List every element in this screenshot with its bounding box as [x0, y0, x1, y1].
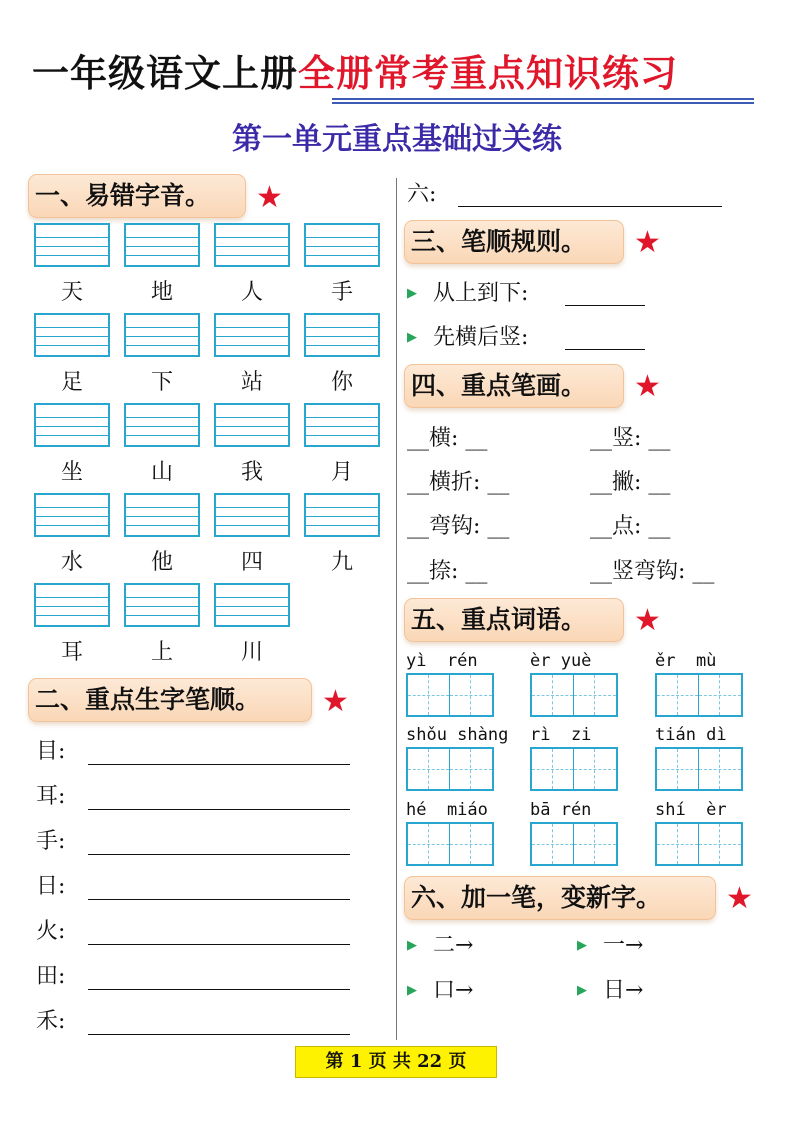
tianzige-box[interactable]: [406, 822, 494, 866]
pinyin-writing-box[interactable]: [304, 313, 380, 357]
character-label: 田:: [36, 964, 66, 989]
character-label: 水: [60, 550, 83, 575]
pinyin-writing-box[interactable]: [124, 493, 200, 537]
star-icon: ★: [256, 180, 283, 215]
answer-line[interactable]: [88, 854, 350, 855]
answer-line[interactable]: [565, 305, 645, 306]
character-label: 火:: [36, 919, 66, 944]
pinyin-label: rì zi: [530, 725, 592, 745]
rule-item: [407, 279, 528, 309]
star-icon: ★: [634, 225, 661, 260]
pinyin-label: ěr mù: [655, 651, 717, 671]
add-stroke-item: [577, 931, 643, 961]
star-icon: ★: [634, 603, 661, 638]
pinyin-writing-box[interactable]: [214, 223, 290, 267]
pinyin-label: shǒu shàng: [406, 725, 509, 745]
add-stroke-item: [407, 931, 473, 961]
stroke-item: __点: __: [590, 514, 671, 539]
character-label: 目:: [36, 739, 66, 764]
pinyin-writing-box[interactable]: [34, 403, 110, 447]
stroke-item: __横: __: [407, 426, 488, 451]
stroke-item: __弯钩: __: [407, 514, 510, 539]
character-label: 我: [240, 460, 263, 485]
stroke-item: __竖: __: [590, 426, 671, 451]
pinyin-writing-box[interactable]: [34, 583, 110, 627]
rule-item-label: 从上到下:: [433, 281, 529, 306]
character-label: 足: [60, 370, 83, 395]
section-heading-6: 六、加一笔，变新字。: [404, 876, 716, 920]
column-divider: [396, 178, 397, 1040]
pinyin-writing-box[interactable]: [34, 223, 110, 267]
answer-line[interactable]: [565, 349, 645, 350]
character-label: 月: [330, 460, 353, 485]
character-label: 日:: [36, 874, 66, 899]
character-label: 耳:: [36, 784, 66, 809]
tianzige-box[interactable]: [530, 747, 618, 791]
title-underline: [332, 98, 754, 100]
tianzige-box[interactable]: [655, 673, 743, 717]
character-label: 耳: [60, 640, 83, 665]
stroke-item: __竖弯钩: __: [590, 559, 715, 584]
character-label: 手: [330, 280, 353, 305]
character-label: 坐: [60, 460, 83, 485]
character-label: 人: [240, 280, 263, 305]
tianzige-box[interactable]: [406, 747, 494, 791]
answer-line[interactable]: [88, 899, 350, 900]
section-heading-1: 一、易错字音。: [28, 174, 246, 218]
pinyin-writing-box[interactable]: [34, 493, 110, 537]
character-label: 四: [240, 550, 263, 575]
answer-line[interactable]: [88, 809, 350, 810]
rule-item-label: 先横后竖:: [433, 325, 529, 350]
character-label: 站: [240, 370, 263, 395]
tianzige-box[interactable]: [530, 822, 618, 866]
stroke-item: __横折: __: [407, 470, 510, 495]
stroke-item: __撇: __: [590, 470, 671, 495]
pinyin-label: yì rén: [406, 651, 478, 671]
answer-line[interactable]: [88, 989, 350, 990]
character-label: 你: [330, 370, 353, 395]
triangle-bullet-icon: ▶: [577, 983, 587, 998]
triangle-bullet-icon: ▶: [407, 938, 417, 953]
tianzige-box[interactable]: [655, 747, 743, 791]
pinyin-writing-box[interactable]: [214, 583, 290, 627]
character-label: 禾:: [36, 1009, 66, 1034]
answer-line[interactable]: [458, 206, 722, 207]
tianzige-box[interactable]: [655, 822, 743, 866]
add-stroke-label: 二→: [433, 933, 474, 958]
pinyin-writing-box[interactable]: [304, 493, 380, 537]
triangle-bullet-icon: ▶: [407, 286, 417, 301]
answer-line[interactable]: [88, 944, 350, 945]
carryover-label: 六:: [407, 182, 437, 207]
page-subtitle: 第一单元重点基础过关练: [232, 122, 562, 157]
title-red-part: 全册常考重点知识练习: [298, 52, 678, 95]
character-label: 他: [150, 550, 173, 575]
add-stroke-label: 一→: [603, 933, 644, 958]
pinyin-writing-box[interactable]: [34, 313, 110, 357]
stroke-item: __捺: __: [407, 559, 488, 584]
section-heading-4: 四、重点笔画。: [404, 364, 624, 408]
pinyin-writing-box[interactable]: [124, 403, 200, 447]
star-icon: ★: [726, 881, 753, 916]
pinyin-label: èr yuè: [530, 651, 592, 671]
tianzige-box[interactable]: [530, 673, 618, 717]
pinyin-label: hé miáo: [406, 800, 488, 820]
pinyin-writing-box[interactable]: [214, 313, 290, 357]
pinyin-label: shí èr: [655, 800, 727, 820]
pinyin-writing-box[interactable]: [304, 223, 380, 267]
rule-item: [407, 323, 528, 353]
pinyin-writing-box[interactable]: [124, 223, 200, 267]
star-icon: ★: [634, 369, 661, 404]
character-label: 下: [150, 370, 173, 395]
pinyin-writing-box[interactable]: [304, 403, 380, 447]
pinyin-label: tián dì: [655, 725, 727, 745]
answer-line[interactable]: [88, 1034, 350, 1035]
star-icon: ★: [322, 684, 349, 719]
pinyin-writing-box[interactable]: [214, 403, 290, 447]
character-label: 手:: [36, 829, 66, 854]
pinyin-writing-box[interactable]: [124, 313, 200, 357]
pinyin-label: bā rén: [530, 800, 592, 820]
page-title: [32, 48, 678, 100]
pinyin-writing-box[interactable]: [124, 583, 200, 627]
character-label: 上: [150, 640, 173, 665]
add-stroke-item: [577, 976, 643, 1006]
title-underline: [332, 102, 754, 104]
character-label: 地: [150, 280, 173, 305]
section-heading-3: 三、笔顺规则。: [404, 220, 624, 264]
character-label: 天: [60, 280, 83, 305]
page-number-badge: 第 1 页 共 22 页: [295, 1046, 497, 1078]
add-stroke-label: 口→: [433, 978, 474, 1003]
title-black-part: 一年级语文上册: [32, 52, 298, 95]
character-label: 九: [330, 550, 353, 575]
character-label: 山: [150, 460, 173, 485]
answer-line[interactable]: [88, 764, 350, 765]
triangle-bullet-icon: ▶: [407, 330, 417, 345]
tianzige-box[interactable]: [406, 673, 494, 717]
triangle-bullet-icon: ▶: [407, 983, 417, 998]
pinyin-writing-box[interactable]: [214, 493, 290, 537]
add-stroke-label: 日→: [603, 978, 644, 1003]
add-stroke-item: [407, 976, 473, 1006]
section-heading-2: 二、重点生字笔顺。: [28, 678, 312, 722]
section-heading-5: 五、重点词语。: [404, 598, 624, 642]
character-label: 川: [240, 640, 263, 665]
triangle-bullet-icon: ▶: [577, 938, 587, 953]
